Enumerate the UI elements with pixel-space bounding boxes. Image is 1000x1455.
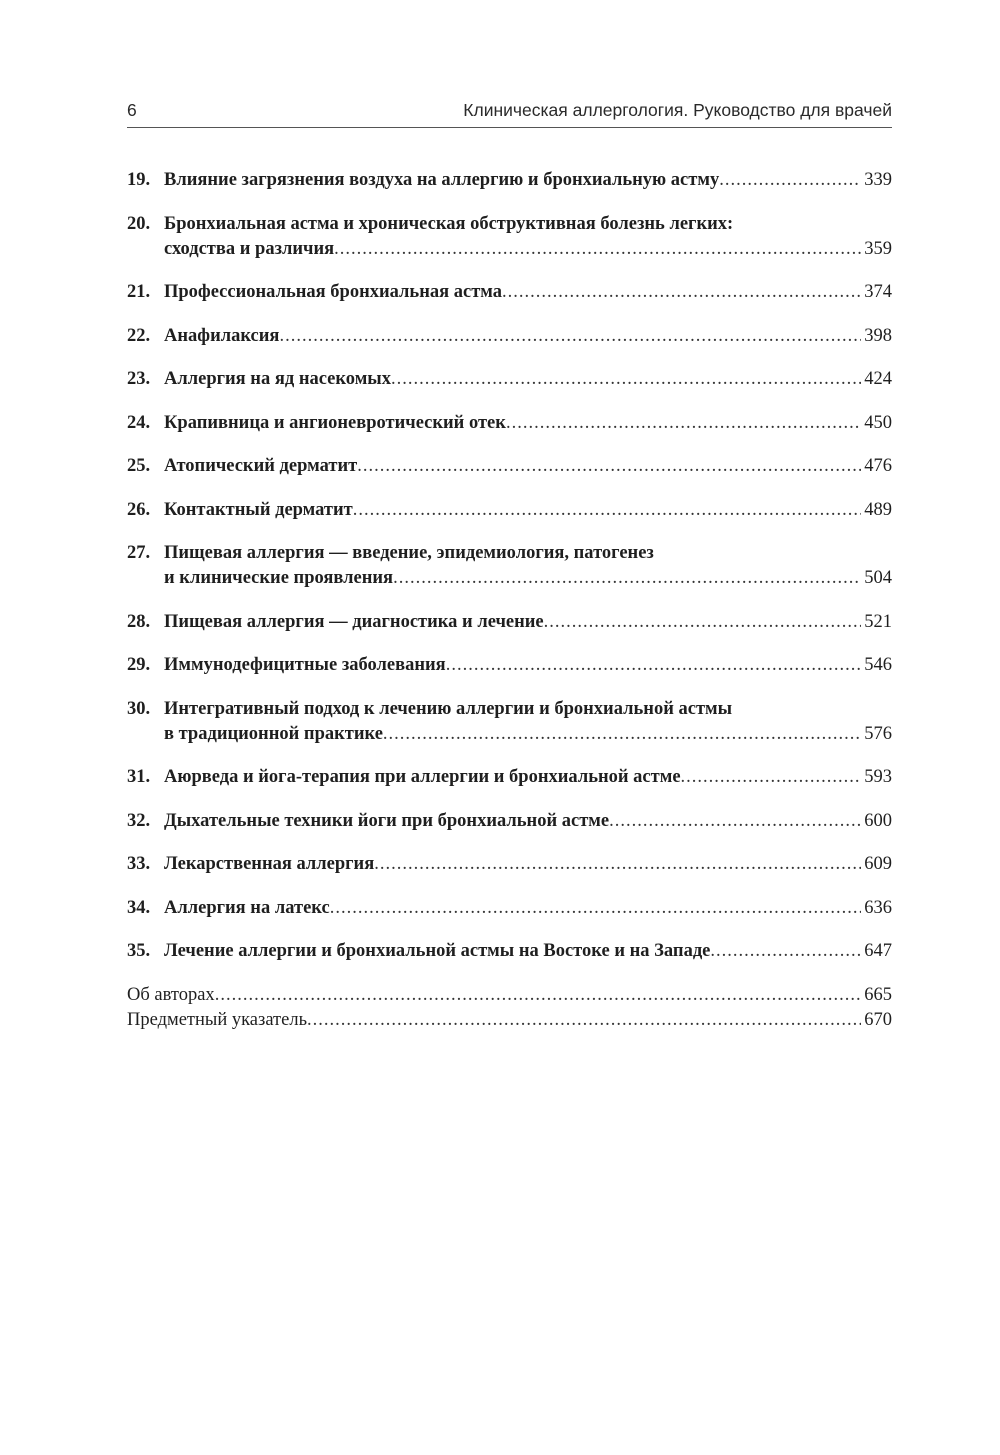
chapter-title: и клинические проявления [164,568,394,588]
back-matter-entry[interactable] [127,983,892,1008]
page-ref: 450 [864,412,892,433]
page-ref: 359 [864,238,892,259]
chapter-number: 25. [127,456,151,476]
page-ref: 489 [864,499,892,520]
back-matter-title: Предметный указатель [127,1009,308,1030]
page-ref: 424 [864,369,892,389]
chapter-number: 30. [127,698,151,719]
chapter-title: Аюрведа и йога-терапия при аллергии и бронхиальной астме [164,767,681,787]
page-ref: 636 [864,897,892,918]
page-ref: 504 [864,568,892,588]
chapter-number: 24. [127,412,151,433]
page-ref: 665 [864,984,892,1005]
dot-leader [681,765,862,790]
dot-leader [353,498,861,523]
toc-entry[interactable] [127,610,892,635]
page-ref: 670 [864,1009,892,1030]
chapter-title: Лечение аллергии и бронхиальной астмы на Востоке и на Западе [164,941,711,961]
running-head [127,100,892,128]
chapter-title: Дыхательные техники йоги при бронхиальной астме [164,810,610,831]
dot-leader [506,411,861,436]
chapter-number: 31. [127,767,151,787]
back-matter-title: Об авторах [127,984,215,1005]
dot-leader [502,280,861,305]
chapter-number: 20. [127,213,151,234]
chapter-title: Контактный дерматит [164,499,353,520]
chapter-title: Иммунодефицитные заболевания [164,655,446,675]
page-ref: 339 [864,170,892,190]
toc-entry[interactable] [127,367,892,392]
page-ref: 521 [864,611,892,632]
toc-entry[interactable] [127,896,892,921]
dot-leader [383,722,861,747]
dot-leader [279,324,861,349]
toc-entry[interactable] [127,697,892,747]
chapter-number: 28. [127,611,151,632]
page-ref: 546 [864,655,892,675]
dot-leader [374,852,861,877]
page-ref: 647 [864,941,892,961]
chapter-title: сходства и различия [164,238,335,259]
toc-entry[interactable] [127,765,892,790]
toc-entry[interactable] [127,541,892,591]
page-ref: 576 [864,723,892,744]
toc-entry[interactable] [127,168,892,193]
toc-entry[interactable] [127,454,892,479]
dot-leader [544,610,862,635]
chapter-title: Анафилаксия [164,325,280,346]
chapter-title: Лекарственная аллергия [164,854,375,874]
chapter-number: 21. [127,282,151,302]
dot-leader [393,566,861,591]
page-ref: 609 [864,854,892,874]
page-ref: 476 [864,456,892,476]
dot-leader [446,653,862,678]
page-ref: 398 [864,325,892,346]
toc-entry[interactable] [127,212,892,262]
dot-leader [719,168,861,193]
chapter-title: Крапивница и ангионевротический отек [164,412,506,433]
toc-entry[interactable] [127,939,892,964]
dot-leader [357,454,861,479]
chapter-title: в традиционной практике [164,723,383,744]
toc-entry[interactable] [127,809,892,834]
chapter-number: 23. [127,369,151,389]
chapter-number: 32. [127,810,151,831]
toc-entry[interactable] [127,324,892,349]
chapter-title: Атопический дерматит [164,456,358,476]
dot-leader [215,983,862,1008]
toc-entry[interactable] [127,653,892,678]
chapter-number: 34. [127,897,151,918]
chapter-title: Бронхиальная астма и хроническая обструктивная болезнь легких: [164,213,734,234]
toc-entry[interactable] [127,852,892,877]
page-number: 6 [127,100,137,120]
toc-entry[interactable] [127,498,892,523]
chapter-title: Пищевая аллергия — диагностика и лечение [164,611,544,632]
dot-leader [391,367,861,392]
chapter-title: Аллергия на латекс [164,897,330,918]
chapter-number: 19. [127,170,151,190]
toc-entry[interactable] [127,280,892,305]
chapter-number: 29. [127,655,151,675]
chapter-number: 22. [127,325,151,346]
chapter-number: 33. [127,854,151,874]
dot-leader [334,237,861,262]
toc-entry[interactable] [127,411,892,436]
back-matter-entry[interactable] [127,1008,892,1033]
chapter-title: Пищевая аллергия — введение, эпидемиология, патогенез [164,543,654,563]
page-ref: 374 [864,282,892,302]
book-title: Клиническая аллергология. Руководство для врачей [463,100,892,120]
dot-leader [330,896,862,921]
dot-leader [710,939,861,964]
table-of-contents [127,168,892,1033]
chapter-title: Аллергия на яд насекомых [164,369,392,389]
chapter-number: 35. [127,941,151,961]
chapter-title: Профессиональная бронхиальная астма [164,282,503,302]
page-ref: 593 [864,767,892,787]
chapter-title: Влияние загрязнения воздуха на аллергию и бронхиальную астму [164,170,720,190]
dot-leader [609,809,861,834]
chapter-title: Интегративный подход к лечению аллергии и бронхиальной астмы [164,698,733,719]
dot-leader [307,1008,861,1033]
page-ref: 600 [864,810,892,831]
chapter-number: 26. [127,499,151,520]
chapter-number: 27. [127,543,151,563]
